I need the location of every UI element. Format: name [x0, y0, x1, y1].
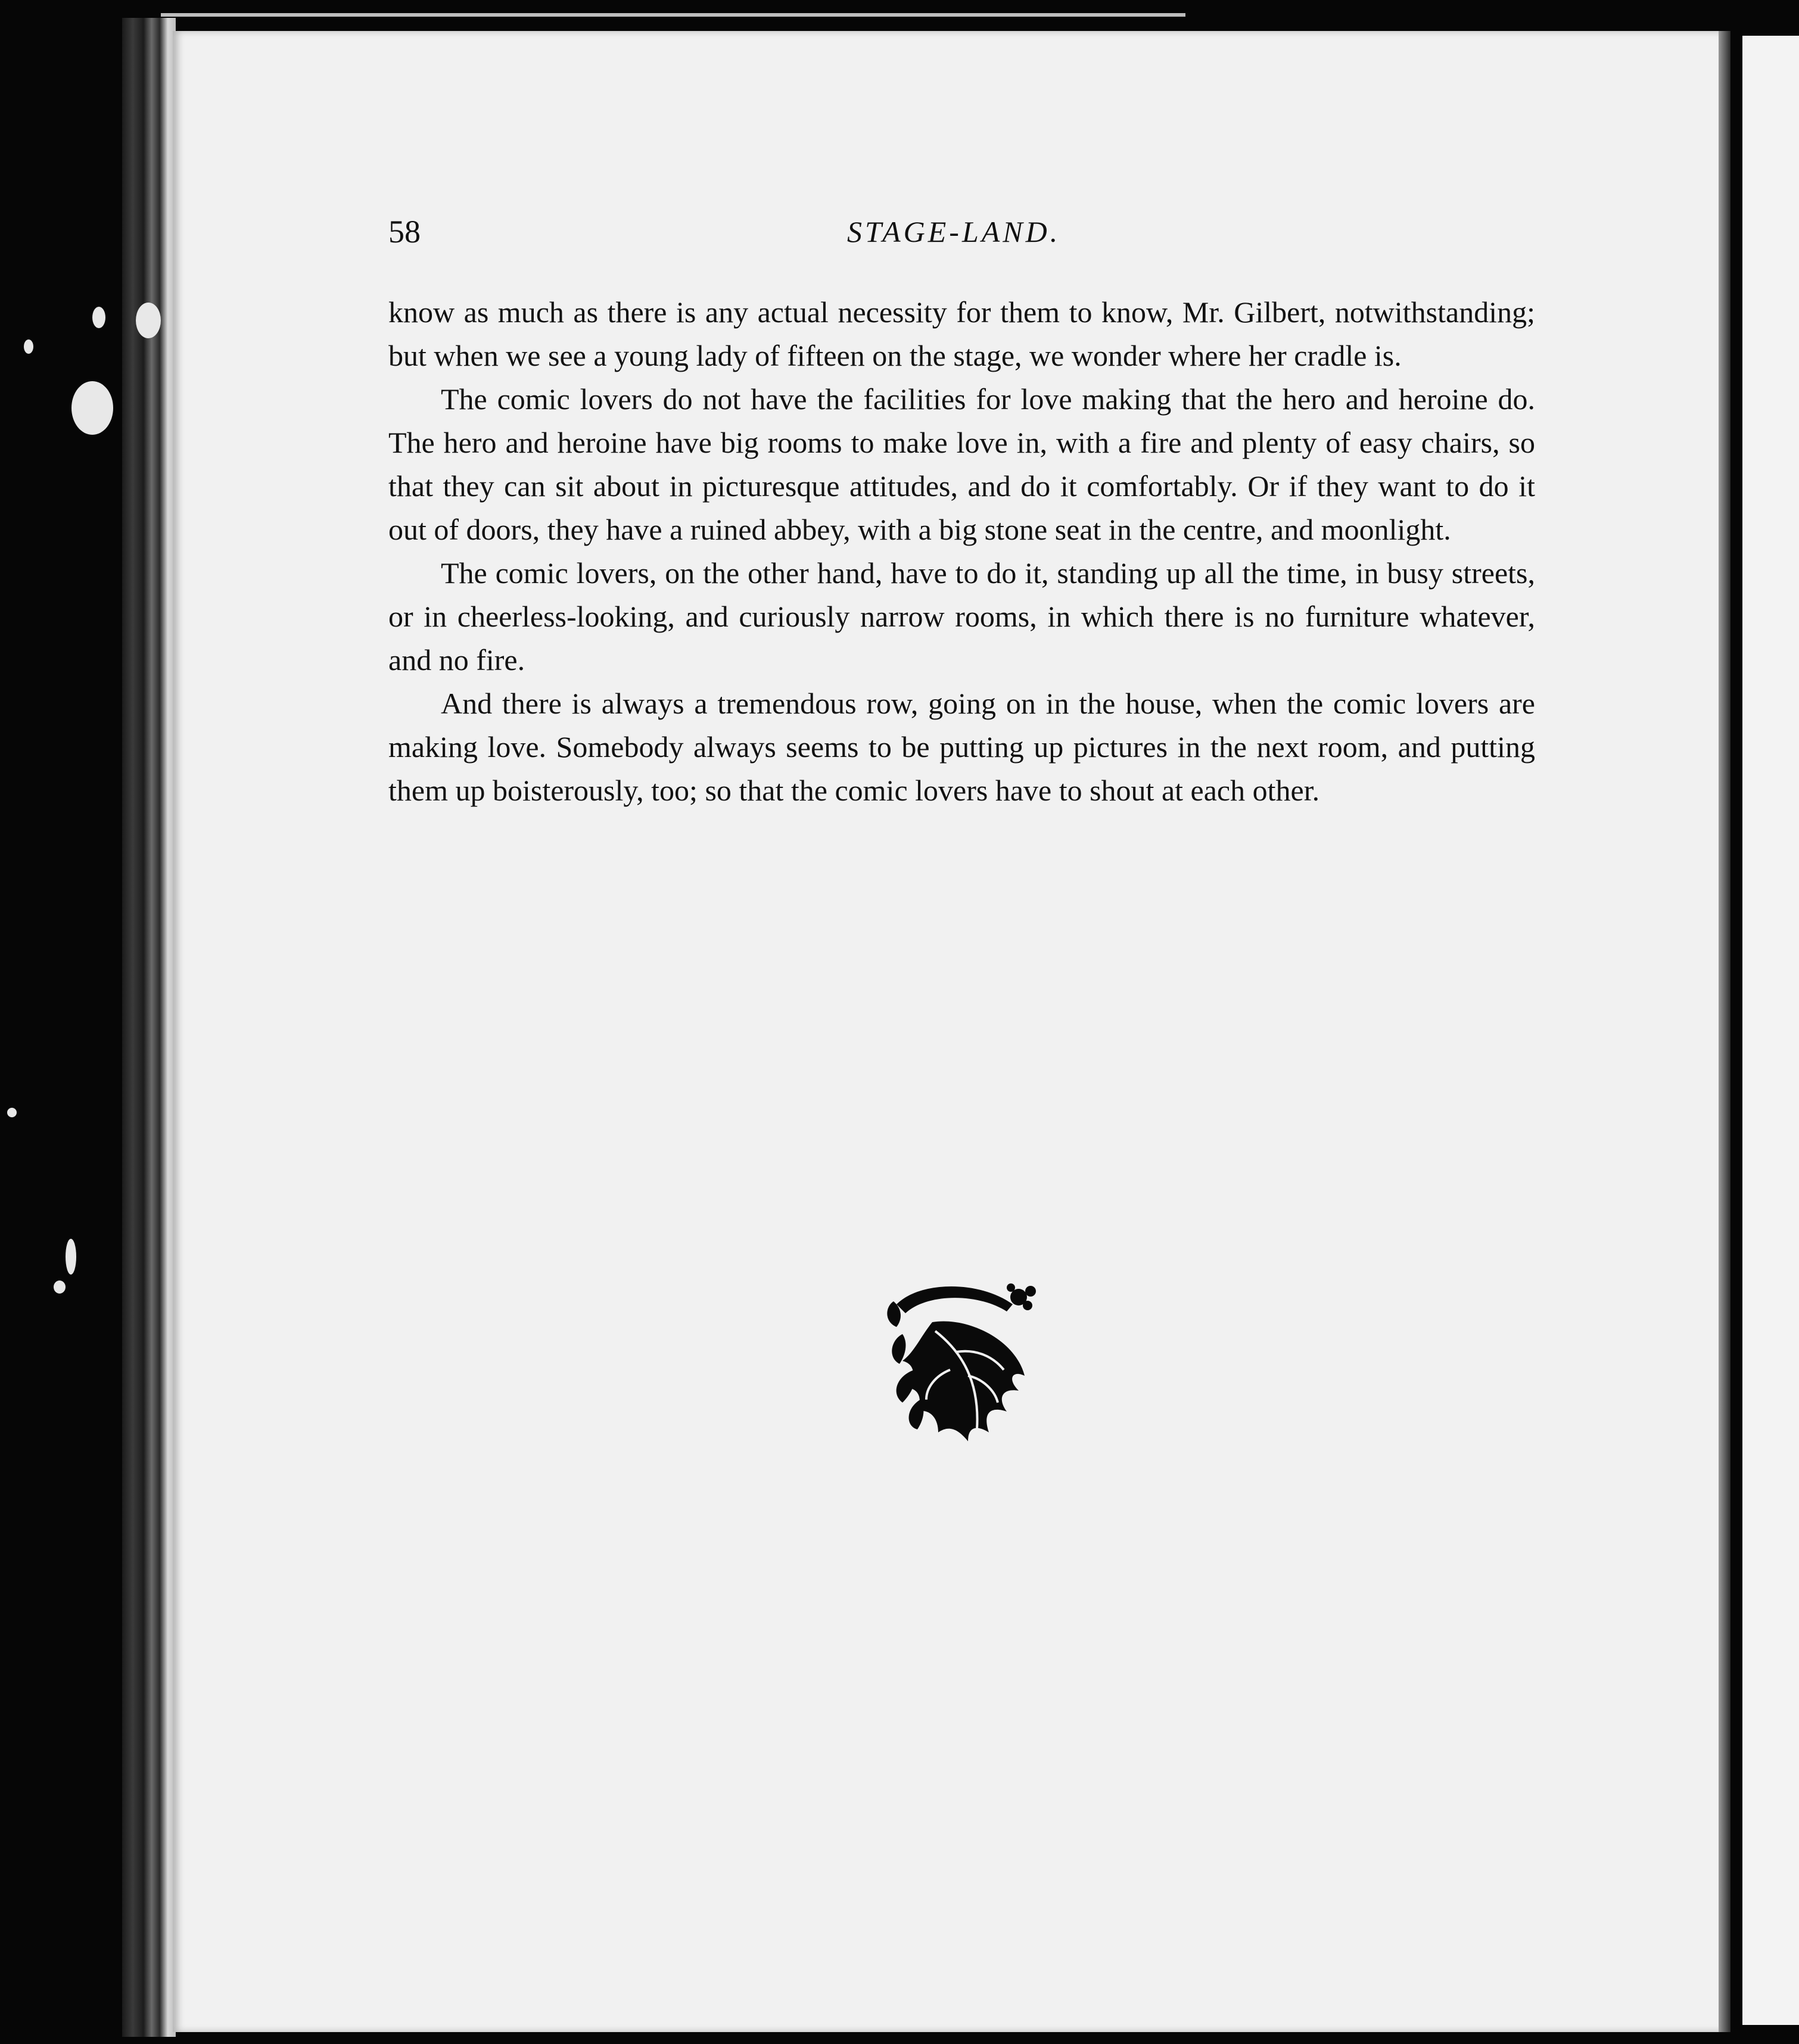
floral-leaf-ornament-icon [879, 1280, 1045, 1447]
scan-speck [54, 1280, 66, 1294]
page-number: 58 [388, 214, 421, 250]
scan-speck [24, 339, 33, 354]
scan-speck [66, 1239, 76, 1275]
paragraph: And there is always a tremendous row, going on in the house, when the comic lovers are making love. Somebody always seems to be putting up pictures in the next room, and putting them up boisterously, too; so that the comic lovers have to shout at each other. [388, 687, 1535, 807]
paragraph-continued: know as much as there is any actual necessity for them to know, Mr. Gilbert, notwithstanding; but when we see a young lady of fifteen on the stage, we wonder where her cradle is. [388, 295, 1535, 372]
scan-speck [92, 307, 105, 328]
scan-speck [71, 381, 113, 435]
scan-speck [136, 303, 161, 338]
book-gutter [1719, 31, 1730, 2032]
page-top-edge [161, 13, 1185, 17]
facing-page-edge [1742, 36, 1799, 2025]
page-header [388, 213, 1535, 261]
paragraph: The comic lovers do not have the facilities for love making that the hero and heroine do. The hero and heroine have big rooms to make love in, with a fire and plenty of easy chairs, so that they can sit about in picturesque attitudes, and do it comfortably. Or if they want to do it out of doors, they have a ruined abbey, with a big stone seat in the centre, and moonlight. [388, 382, 1535, 546]
paragraph: The comic lovers, on the other hand, have to do it, standing up all the time, in busy streets, or in cheerless-looking, and curiously narrow rooms, in which there is no furniture whatever, and no fire. [388, 556, 1535, 677]
running-title: STAGE-LAND. [847, 215, 1061, 248]
scan-speck [7, 1108, 17, 1117]
body-text [388, 291, 1535, 812]
